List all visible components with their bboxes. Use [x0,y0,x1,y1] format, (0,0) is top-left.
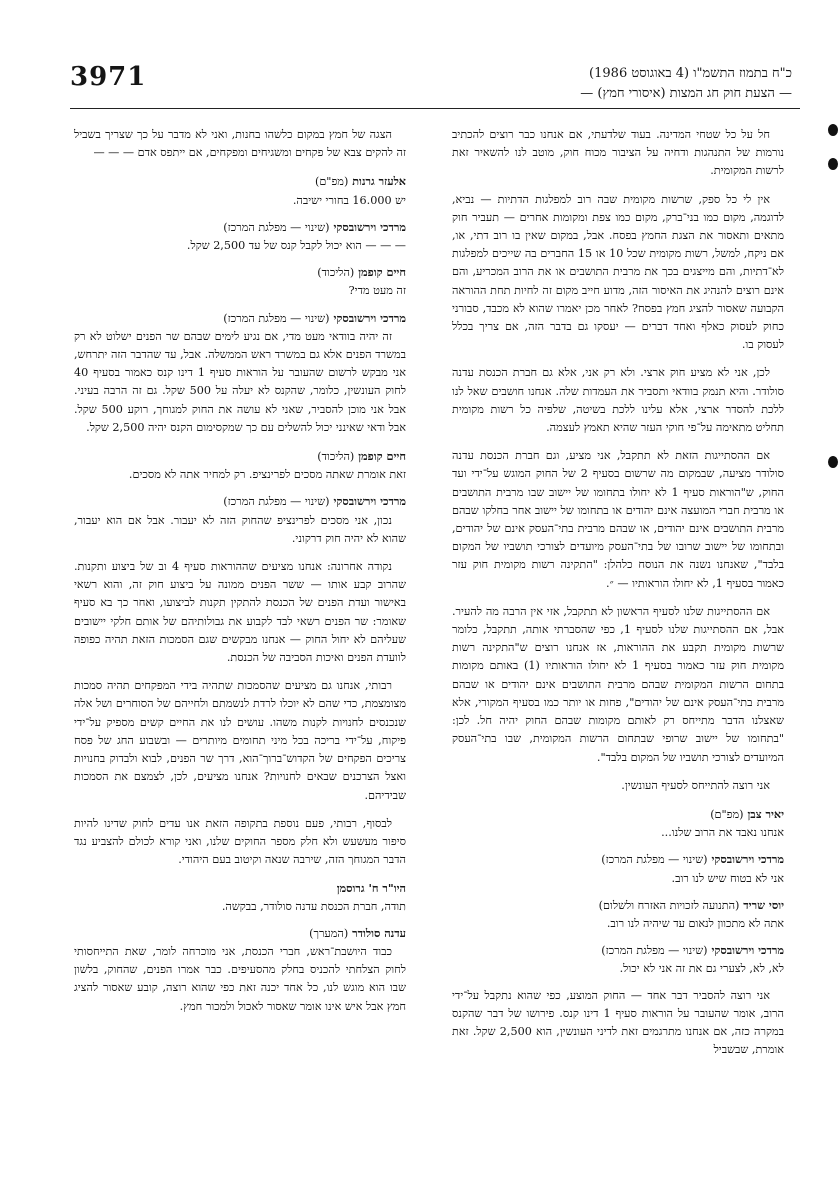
paragraph: נכון, אני מסכים לפרינציפ שהחוק הזה לא יעבור. אבל אם הוא יעבור, שהוא לא יהיה חוק דרקוני. [74,513,406,545]
speaker-party: (הליכוד) [317,266,355,280]
speaker-name [74,924,406,943]
paragraph: אני רוצה להסביר דבר אחד — החוק המוצע, כפי שהוא נתקבל על־ידי הרוב, אומר שהעובר על הוראות סעיף 1 דינו קנס. פירושו של דבר שהקנס במקרה כזה, אם אנחנו מתרגמים זאת לדיני העונשין, הוא 2,500 שקל. זאת אומרת, שבשביל [452,988,784,1057]
running-header [580,64,792,104]
speaker-name [452,896,784,915]
speaker-party: (מפ"ם) [314,175,349,189]
speech-line: זה מעט מדי? [348,284,406,298]
speaker-party: (מפ"ם) [710,807,744,821]
speaker-name-text: עדנה סולודר [352,925,406,940]
punch-hole-mark [828,158,838,170]
speaker-name-text: מרדכי וירשובסקי [333,494,406,509]
paragraph: אם ההסתייגות הזאת לא תתקבל, אני מציע, וגם חברת הכנסת עדנה סולודר מציעה, שבמקום מה שרשום בסעיף 2 של החוק המוגש על־ידי ועד החוק, ש"הוראות סעיף 1 לא יחולו בתחומו של יישוב שבו מרבית התושבים או מרבית חברי המועצה אינם יהודים או בתחומו של יישוב אחר בחלקו שבהם מרבית התושבים אינם יהודים, או שבהם מרבית בתי־העסק אינם של יהודים, ובתחומו של יישוב שרובו של בתי־העסק מיועדים לצורכי תושביו של המקום בלבד", שאנחנו נשנה את הנוסח כלהלן: "התקינה רשות מקומית חוק עזר כאמור בסעיף 1, לא יחולו הוראותיו — ״. [452,449,784,590]
punch-hole-mark [828,456,838,468]
speaker-name [74,879,406,897]
paragraph: אם ההסתייגות שלנו לסעיף הראשון לא תתקבל, אזי אין הרבה מה להעיר. אבל, אם ההסתייגות שלנו לסעיף 1, כפי שהסברתי אותה, תתקבל, כלומר שרשות מקומית תקבע את ההוראות, אז אנחנו רוצים ש"התקינה רשות מקומית חוק עזר כאמור בסעיף 1 לא יחולו הוראותיו (1) באותם מקומות בתחום הרשות המקומית שבהם מרבית התושבים אינם יהודים או שבהם מרבית בתי־העסק אינם של יהודים", פחות או יותר כמו בסעיף המקורי, אלא שאצלנו הדבר מתייחס רק לאותם מקומות שבהם החוק יהיה חל. לכן: "בתחומו של יישוב שרופי שבתחום הרשות המקומית, שבו בתי־העסק המיועדים לצורכי תושביו של המקום בלבד". [452,604,784,764]
speaker-party: (שינוי — מפלגת המרכז) [601,944,708,958]
speech-line: אתה לא מתכוון לנאום עד שיהיה לנו רוב. [606,916,784,930]
punch-hole-mark [828,124,838,136]
header-subtitle: — הצעת חוק חג המצות (איסורי חמץ) — [580,86,792,101]
paragraph: חל על כל שטחי המדינה. בעוד שלדעתי, אם אנחנו כבר רוצים להכתיב נורמות של התנהגות ודחיה על הציבור מכוח חוק, מוטב לנו להשאיר זאת לרשות המקומית. [452,128,784,178]
speech-line: אנחנו נאבד את הרוב שלנו... [661,826,784,840]
speaker-name-text: יאיר צבן [747,806,784,821]
header-date: כ"ח בתמוז התשמ"ו (4 באוגוסט 1986) [589,66,792,81]
paragraph: נקודה אחרונה: אנחנו מציעים שההוראות סעיף 4 וב של ביצוע ותקנות. שהרוב קבע אותו — ששר הפנים ממונה על ביצוע חוק זה, והוא רשאי באישור ועדת הפנים של הכנסת להתקין תקנות לביצועו, ואחר כך בא סעיף שאומר: שר הפנים רשאי לבד לקבוע את גבולותיהם של אותם חלקי יישובים שעליהם לא יחול החוק — אנחנו מבקשים שגם הסמכות הזאת תהיה כפופה לוועדת הפנים ואיכות הסביבה של הכנסת. [74,560,406,665]
speaker-name-text: אלעזר גרנות [352,174,406,189]
speaker-party: (הליכוד) [317,450,355,464]
speaker-name [74,218,406,237]
speaker-party: (שינוי — מפלגת המרכז) [223,311,330,325]
speaker-name-text: חיים קופמן [358,449,406,464]
speaker-name-text: מרדכי וירשובסקי [333,310,406,325]
speaker-name [74,172,406,191]
speaker-party: (שינוי — מפלגת המרכז) [601,853,708,867]
speaker-party: (שינוי — מפלגת המרכז) [223,495,330,509]
speech-line: יש 16.000 בחורי ישיבה. [292,193,406,207]
speech-line: אני לא בטוח שיש לנו רוב. [671,871,784,885]
text-column-left [74,126,406,1176]
speaker-name-text: מרדכי וירשובסקי [333,219,406,234]
speech-line: תודה, חברת הכנסת עדנה סולודר, בבקשה. [221,899,406,913]
paragraph: הצגה של חמץ במקום כלשהו בחנות, ואני לא מדבר על כך שצריך בשביל זה להקים צבא של פקחים ומשגיחים ומפקחים, אם ייתפס אדם — — — [74,128,406,160]
paragraph: רבותי, אנחנו גם מציעים שהסמכות שתהיה בידי המפקחים תהיה סמכות מצומצמת, כדי שהם לא יוכלו לרדת לנשמתם ולחייהם של הסוחרים ושל אלה שנכנסים לחנויות לקנות משהו. עושים לנו את החיים קשים מספיק על־ידי פיקוח, על־ידי בריכה בכל מיני תחומים מיותרים — ובשבוע החג של פסח צריכים הפקחים של הקדוש־ברוך־הוא, דרך שר הפנים, לבוא ולבדוק בחנויות ואצל הצרכנים שבאים לחנויות? אנחנו מציעים, לכן, לצמצם את הסמכות שבידיהם. [74,679,406,802]
speaker-name-text: היו"ר ח' גרוסמן [336,881,406,896]
paragraph: אין לי כל ספק, שרשות מקומית שבה רוב למפלגות הדתיות — נביא, לדוגמה, מקום כמו בני־ברק, מקום כמו צפת ומקומות אחרים — תעביר חוק מתאים ותאסור את הצגת החמץ בפסח. אבל, במקום שאין בו רוב דתי, או, אם ניקח, למשל, רשות מקומית שכל 10 או 15 החברים בה שייכים למפלגות לא־דתיות, והם מייצגים בכך את מרבית התושבים או את הרוב המכריע, והם אינם רוצים להנהיג את האיסור הזה, מדוע חייב מקום זה לחיות תחת ההוראה הקבועה שאסור להציג חמץ בפסח? לאחר מכן יאמרו שהוא לא מכבד, סבורני כחוק לעסוק כאלף ואחד דברים — יעסקו גם בדבר הזה, אם צריך בכלל לעסוק בו. [452,192,784,352]
speech-line: לא, לא, לצערי גם את זה אני לא יכול. [619,962,784,976]
speaker-name [452,941,784,960]
speaker-name [74,309,406,328]
speaker-party: (שינוי — מפלגת המרכז) [223,220,330,234]
speaker-name [452,850,784,869]
speaker-name-text: מרדכי וירשובסקי [711,943,784,958]
speaker-party: (התנועה לזכויות האזרח ולשלום) [598,898,740,912]
text-column-right [452,126,784,1176]
speaker-name [74,263,406,282]
header-rule [70,108,800,109]
page-number: 3971 [70,62,147,92]
speaker-name-text: מרדכי וירשובסקי [711,852,784,867]
speaker-name-text: יוסי שריד [743,897,784,912]
speaker-name-text: חיים קופמן [358,265,406,280]
speaker-name [452,805,784,824]
speaker-name [74,447,406,466]
paragraph: לכן, אני לא מציע חוק ארצי. ולא רק אני, אלא גם חברת הכנסת עדנה סולודר. והיא תנמק בוודאי ותסביר את העמדות שלה. אנחנו חושבים שאל לנו ללכת להסדר ארצי, אלא עלינו ללכת בשיטה, שלפיה כל רשות מקומית תחליט מתאימה על־פי חוקי העזר שהיא תאמץ לעצמה. [452,366,784,435]
paragraph: כבוד היושבת־ראש, חברי הכנסת, אני מוכרחה לומר, שאת התייחסותי לחוק הצלחתי להכניס בחלק מהסעיפים. כבר אמרו הפנים, שהחוק, בלשון שבו הוא מוגש לנו, כל אחד יכנה זאת כפי שהוא רוצה, קובע שאסור להציג חמץ אבל איש אינו אומר שאסור לאכול ולמכור חמץ. [74,944,406,1013]
speaker-name [74,492,406,511]
paragraph: לבסוף, רבותי, פעם נוספת בתקופה הזאת אנו עדים לחוק שדינו להיות סיפור מעשעש ולא חלק מספר החוקים שלנו, ואני קורא לכולם להצביע נגד הדבר המגוחך הזה, שירבה שנאה וקיטוב בעם היהודי. [74,816,406,867]
paragraph: זה יהיה בוודאי מעט מדי, אם נגיע לימים שבהם שר הפנים ישלוט לא רק במשרד הפנים אלא גם במשרד ראש הממשלה. אבל, עד שהדבר הזה יתרחש, אני מבקש לרשום שהעובר על הוראות סעיף 1 דינו קנס כאמור בסעיף 40 לחוק העונשין, כלומר, שהקנס לא יעלה על 500 שקל. גם זה הרבה בעיני. אבל אני מוכן להסביר, שאני לא עושה את החוק למגוחך, רוקע 500 שקל. אבל ודאי שאינני יכול להשלים עם כך שמקסימום הקנס יהיה 2,500 שקל. [74,329,406,434]
paragraph: אני רוצה להתייחס לסעיף העונשין. [621,778,770,792]
speech-line: — — — הוא יכול לקבל קנס של עד 2,500 שקל. [186,239,406,253]
speech-line: זאת אומרת שאתה מסכים לפרינציפ. רק למחיר אתה לא מסכים. [128,468,406,482]
speaker-party: (המערך) [309,926,349,940]
